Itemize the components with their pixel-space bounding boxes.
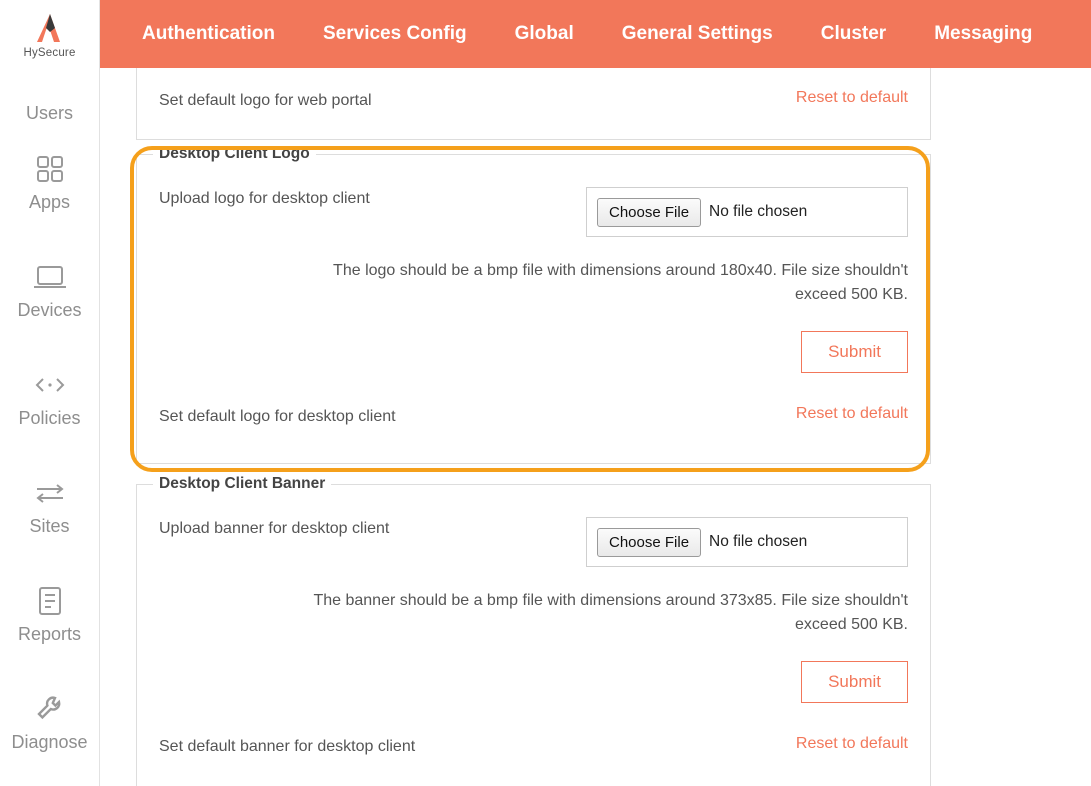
sidebar-item-users[interactable]	[0, 68, 99, 128]
tab-authentication[interactable]: Authentication	[142, 23, 275, 44]
sidebar-item-diagnose[interactable]	[0, 668, 99, 776]
desktop-banner-reset-link[interactable]: Reset to default	[795, 735, 908, 752]
settings-content	[100, 68, 1091, 786]
desktop-banner-upload-label: Upload banner for desktop client	[159, 520, 390, 537]
brand-name: HySecure	[23, 46, 76, 59]
sidebar-item-apps[interactable]	[0, 128, 99, 236]
tab-messaging[interactable]: Messaging	[934, 23, 1033, 44]
web-portal-default-label: Set default logo for web portal	[159, 92, 372, 109]
wrench-icon	[35, 692, 65, 726]
sidebar-item-sites[interactable]	[0, 452, 99, 560]
desktop-logo-submit-button[interactable]: Submit	[801, 331, 908, 373]
desktop-banner-file-input[interactable]	[586, 517, 908, 567]
desktop-banner-submit-button[interactable]: Submit	[801, 661, 908, 703]
desktop-logo-file-status: No file chosen	[709, 203, 808, 220]
sidebar-item-label: Users	[25, 103, 73, 123]
tab-global[interactable]: Global	[514, 23, 574, 44]
sidebar-item-policies[interactable]	[0, 344, 99, 452]
desktop-banner-upload-row	[137, 485, 930, 567]
desktop-logo-file-input[interactable]	[586, 187, 908, 237]
sidebar-item-reports[interactable]	[0, 560, 99, 668]
hysecure-logo-icon	[33, 12, 67, 46]
desktop-client-banner-panel	[136, 475, 931, 786]
web-portal-logo-panel	[136, 68, 931, 140]
apps-grid-icon	[35, 152, 65, 186]
sidebar	[0, 0, 100, 786]
desktop-client-banner-title: Desktop Client Banner	[153, 475, 331, 493]
sidebar-item-label: Diagnose	[11, 731, 88, 752]
tab-cluster[interactable]: Cluster	[820, 23, 887, 44]
desktop-logo-upload-label: Upload logo for desktop client	[159, 190, 370, 207]
sidebar-item-label: Devices	[17, 299, 82, 320]
sidebar-item-devices[interactable]	[0, 236, 99, 344]
sidebar-item-label: Reports	[17, 623, 82, 644]
tab-general-settings[interactable]: General Settings	[621, 23, 773, 44]
web-portal-reset-link[interactable]: Reset to default	[795, 89, 908, 106]
desktop-logo-choose-file-button[interactable]: Choose File	[597, 198, 701, 227]
desktop-client-logo-title: Desktop Client Logo	[153, 145, 316, 163]
desktop-banner-default-row	[137, 703, 930, 759]
desktop-logo-submit-row	[137, 307, 930, 373]
sidebar-item-label: Apps	[28, 191, 71, 212]
policy-arrows-icon	[33, 368, 67, 402]
desktop-logo-upload-row	[137, 155, 930, 237]
desktop-banner-file-status: No file chosen	[709, 533, 808, 550]
web-portal-default-row	[137, 89, 930, 113]
top-navigation-bar	[100, 0, 1091, 68]
desktop-banner-hint: The banner should be a bmp file with dimensions around 373x85. File size shouldn't exceed 500 KB.	[313, 592, 908, 633]
brand	[0, 0, 99, 68]
sites-exchange-icon	[33, 476, 67, 510]
sidebar-item-label: Sites	[29, 515, 70, 536]
desktop-banner-submit-row	[137, 637, 930, 703]
desktop-logo-default-row	[137, 373, 930, 429]
desktop-logo-reset-link[interactable]: Reset to default	[795, 405, 908, 422]
sidebar-item-label: Policies	[18, 407, 81, 428]
desktop-banner-default-label: Set default banner for desktop client	[159, 738, 416, 755]
desktop-logo-default-label: Set default logo for desktop client	[159, 408, 396, 425]
desktop-logo-hint: The logo should be a bmp file with dimensions around 180x40. File size shouldn't exceed 500 KB.	[333, 262, 908, 303]
desktop-client-logo-panel	[136, 145, 931, 464]
report-document-icon	[37, 584, 63, 618]
laptop-icon	[33, 260, 67, 294]
desktop-banner-choose-file-button[interactable]: Choose File	[597, 528, 701, 557]
tab-services-config[interactable]: Services Config	[323, 23, 467, 44]
